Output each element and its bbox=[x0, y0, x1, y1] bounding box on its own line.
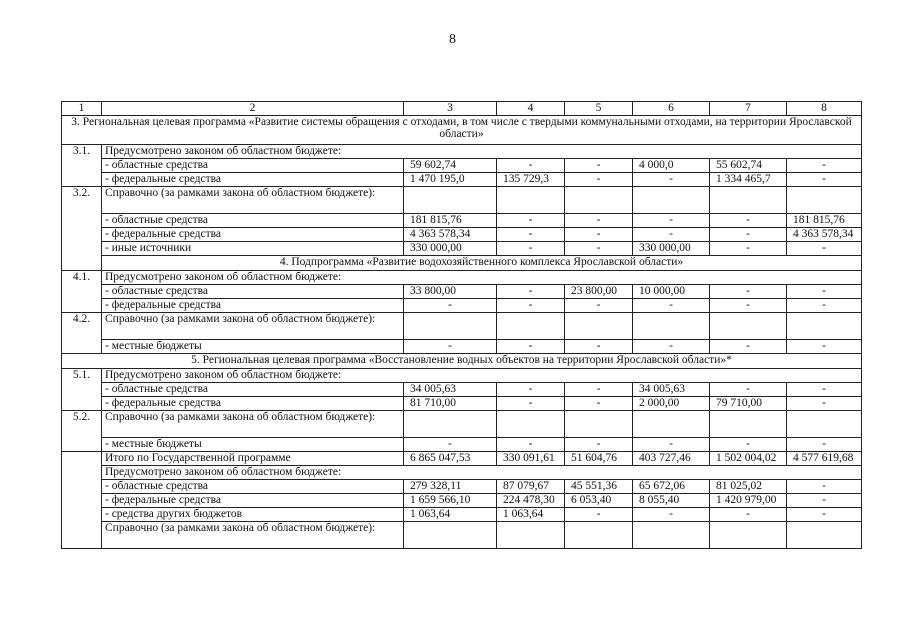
page-number: 8 bbox=[449, 32, 456, 47]
value-cell: 33 800,00 bbox=[404, 285, 497, 299]
value-cell: 1 334 465,7 bbox=[710, 173, 787, 187]
value-cell: - bbox=[710, 242, 787, 256]
value-cell: - bbox=[787, 438, 862, 452]
value-cell: - bbox=[497, 228, 565, 242]
value-cell: 55 602,74 bbox=[710, 159, 787, 173]
value-cell: 1 063,64 bbox=[497, 508, 565, 522]
value-cell: - bbox=[565, 228, 633, 242]
value-cell: - bbox=[497, 299, 565, 313]
table-row bbox=[62, 494, 862, 508]
value-cell: 330 000,00 bbox=[404, 242, 497, 256]
value-cell: - bbox=[787, 480, 862, 494]
value-cell: 1 502 004,02 bbox=[710, 452, 787, 466]
row-label: Предусмотрено законом об областном бюджете: bbox=[102, 466, 862, 480]
header-cell: 2 bbox=[102, 102, 404, 116]
section-title-row bbox=[62, 116, 862, 145]
value-cell: 1 420 979,00 bbox=[710, 494, 787, 508]
header-cell: 1 bbox=[62, 102, 102, 116]
value-cell: - bbox=[565, 214, 633, 228]
value-cell: 2 000,00 bbox=[633, 397, 710, 411]
value-cell: - bbox=[710, 438, 787, 452]
header-cell: 7 bbox=[710, 102, 787, 116]
table-row bbox=[62, 313, 862, 340]
section-title-row bbox=[62, 256, 862, 271]
value-cell: - bbox=[497, 397, 565, 411]
total-row bbox=[62, 452, 862, 466]
row-label: - федеральные средства bbox=[102, 299, 404, 313]
value-cell: - bbox=[633, 228, 710, 242]
value-cell: 181 815,76 bbox=[787, 214, 862, 228]
row-code: 3.2. bbox=[62, 187, 102, 271]
value-cell: - bbox=[787, 508, 862, 522]
value-cell: 1 063,64 bbox=[404, 508, 497, 522]
value-cell: - bbox=[633, 438, 710, 452]
value-cell: - bbox=[787, 242, 862, 256]
table-row bbox=[62, 508, 862, 522]
value-cell: 87 079,67 bbox=[497, 480, 565, 494]
value-cell: - bbox=[565, 340, 633, 354]
table-row bbox=[62, 299, 862, 313]
header-cell: 4 bbox=[497, 102, 565, 116]
value-cell: - bbox=[404, 340, 497, 354]
value-cell: - bbox=[565, 438, 633, 452]
value-cell: 45 551,36 bbox=[565, 480, 633, 494]
row-code: 3.1. bbox=[62, 145, 102, 187]
table-row bbox=[62, 285, 862, 299]
row-label: - местные бюджеты bbox=[102, 438, 404, 452]
value-cell: - bbox=[565, 397, 633, 411]
section-title: 3. Региональная целевая программа «Развитие системы обращения с отходами, в том числе с твердыми коммунальными отходами, на территории Ярославской области» bbox=[62, 116, 862, 145]
value-cell: 51 604,76 bbox=[565, 452, 633, 466]
value-cell: 81 710,00 bbox=[404, 397, 497, 411]
value-cell: - bbox=[565, 299, 633, 313]
table-row bbox=[62, 383, 862, 397]
value-cell: - bbox=[710, 299, 787, 313]
row-code: 5.2. bbox=[62, 411, 102, 452]
value-cell: - bbox=[565, 173, 633, 187]
value-cell: 4 577 619,68 bbox=[787, 452, 862, 466]
value-cell: - bbox=[633, 214, 710, 228]
row-label: - федеральные средства bbox=[102, 173, 404, 187]
table-row bbox=[62, 145, 862, 159]
row-label: - иные источники bbox=[102, 242, 404, 256]
budget-table bbox=[61, 101, 862, 549]
row-code: 4.1. bbox=[62, 271, 102, 313]
row-label: - областные средства bbox=[102, 285, 404, 299]
table-row bbox=[62, 187, 862, 214]
value-cell: 34 005,63 bbox=[633, 383, 710, 397]
value-cell: 403 727,46 bbox=[633, 452, 710, 466]
row-label: Справочно (за рамками закона об областном бюджете): bbox=[102, 187, 404, 214]
value-cell: 65 672,06 bbox=[633, 480, 710, 494]
value-cell: - bbox=[497, 340, 565, 354]
value-cell: - bbox=[787, 340, 862, 354]
row-label: Справочно (за рамками закона об областном бюджете): bbox=[102, 522, 404, 549]
value-cell: - bbox=[787, 494, 862, 508]
row-label: - средства других бюджетов bbox=[102, 508, 404, 522]
value-cell: - bbox=[404, 299, 497, 313]
value-cell: - bbox=[497, 214, 565, 228]
row-label: Предусмотрено законом об областном бюджете: bbox=[102, 369, 862, 383]
table-row bbox=[62, 340, 862, 354]
value-cell: 23 800,00 bbox=[565, 285, 633, 299]
value-cell: - bbox=[565, 508, 633, 522]
value-cell: - bbox=[633, 508, 710, 522]
table-row bbox=[62, 397, 862, 411]
value-cell: 1 659 566,10 bbox=[404, 494, 497, 508]
row-label: - федеральные средства bbox=[102, 397, 404, 411]
value-cell: - bbox=[633, 340, 710, 354]
table-row bbox=[62, 214, 862, 228]
value-cell: - bbox=[787, 299, 862, 313]
value-cell: - bbox=[404, 438, 497, 452]
value-cell: 6 053,40 bbox=[565, 494, 633, 508]
value-cell: - bbox=[565, 159, 633, 173]
table-row bbox=[62, 159, 862, 173]
value-cell: 79 710,00 bbox=[710, 397, 787, 411]
row-label: - местные бюджеты bbox=[102, 340, 404, 354]
value-cell: 1 470 195,0 bbox=[404, 173, 497, 187]
header-cell: 5 bbox=[565, 102, 633, 116]
table-row bbox=[62, 466, 862, 480]
table-row bbox=[62, 369, 862, 383]
row-label: Предусмотрено законом об областном бюджете: bbox=[102, 271, 862, 285]
value-cell: - bbox=[710, 214, 787, 228]
value-cell: 330 000,00 bbox=[633, 242, 710, 256]
row-label: - областные средства bbox=[102, 159, 404, 173]
value-cell: 59 602,74 bbox=[404, 159, 497, 173]
value-cell: - bbox=[787, 159, 862, 173]
row-code bbox=[62, 452, 102, 549]
value-cell: - bbox=[787, 173, 862, 187]
value-cell: 4 000,0 bbox=[633, 159, 710, 173]
value-cell: - bbox=[710, 340, 787, 354]
value-cell: 81 025,02 bbox=[710, 480, 787, 494]
table-row bbox=[62, 242, 862, 256]
value-cell: - bbox=[497, 159, 565, 173]
value-cell: - bbox=[497, 383, 565, 397]
row-label: - областные средства bbox=[102, 214, 404, 228]
value-cell: - bbox=[710, 228, 787, 242]
value-cell: - bbox=[710, 285, 787, 299]
value-cell: - bbox=[497, 242, 565, 256]
section-title: 5. Региональная целевая программа «Восстановление водных объектов на территории Ярославской области»* bbox=[62, 354, 862, 369]
table-row bbox=[62, 173, 862, 187]
table-header-row bbox=[62, 102, 862, 116]
row-label: - областные средства bbox=[102, 480, 404, 494]
value-cell: - bbox=[710, 383, 787, 397]
value-cell: - bbox=[633, 299, 710, 313]
value-cell: 10 000,00 bbox=[633, 285, 710, 299]
value-cell: 4 363 578,34 bbox=[787, 228, 862, 242]
row-label: Итого по Государственной программе bbox=[102, 452, 404, 466]
table-row bbox=[62, 411, 862, 438]
value-cell: - bbox=[565, 383, 633, 397]
value-cell: - bbox=[497, 438, 565, 452]
row-label: - областные средства bbox=[102, 383, 404, 397]
value-cell: 279 328,11 bbox=[404, 480, 497, 494]
row-label: Справочно (за рамками закона об областном бюджете): bbox=[102, 411, 404, 438]
header-cell: 6 bbox=[633, 102, 710, 116]
value-cell: - bbox=[787, 285, 862, 299]
row-label: - федеральные средства bbox=[102, 494, 404, 508]
header-cell: 3 bbox=[404, 102, 497, 116]
value-cell: 330 091,61 bbox=[497, 452, 565, 466]
value-cell: - bbox=[565, 242, 633, 256]
value-cell: 6 865 047,53 bbox=[404, 452, 497, 466]
value-cell: - bbox=[787, 397, 862, 411]
table-row bbox=[62, 228, 862, 242]
value-cell: 34 005,63 bbox=[404, 383, 497, 397]
row-label: Справочно (за рамками закона об областном бюджете): bbox=[102, 313, 404, 340]
value-cell: - bbox=[497, 285, 565, 299]
value-cell: - bbox=[787, 383, 862, 397]
row-code: 5.1. bbox=[62, 369, 102, 411]
value-cell: 135 729,3 bbox=[497, 173, 565, 187]
value-cell: 181 815,76 bbox=[404, 214, 497, 228]
value-cell: 4 363 578,34 bbox=[404, 228, 497, 242]
value-cell: 224 478,30 bbox=[497, 494, 565, 508]
header-cell: 8 bbox=[787, 102, 862, 116]
row-label: - федеральные средства bbox=[102, 228, 404, 242]
value-cell: 8 055,40 bbox=[633, 494, 710, 508]
value-cell: - bbox=[710, 508, 787, 522]
section-title-row bbox=[62, 354, 862, 369]
section-title: 4. Подпрограмма «Развитие водохозяйственного комплекса Ярославской области» bbox=[102, 256, 862, 271]
table-row bbox=[62, 271, 862, 285]
table-row bbox=[62, 438, 862, 452]
row-label: Предусмотрено законом об областном бюджете: bbox=[102, 145, 862, 159]
table-row bbox=[62, 480, 862, 494]
row-code: 4.2. bbox=[62, 313, 102, 354]
table-row bbox=[62, 522, 862, 549]
value-cell: - bbox=[633, 173, 710, 187]
